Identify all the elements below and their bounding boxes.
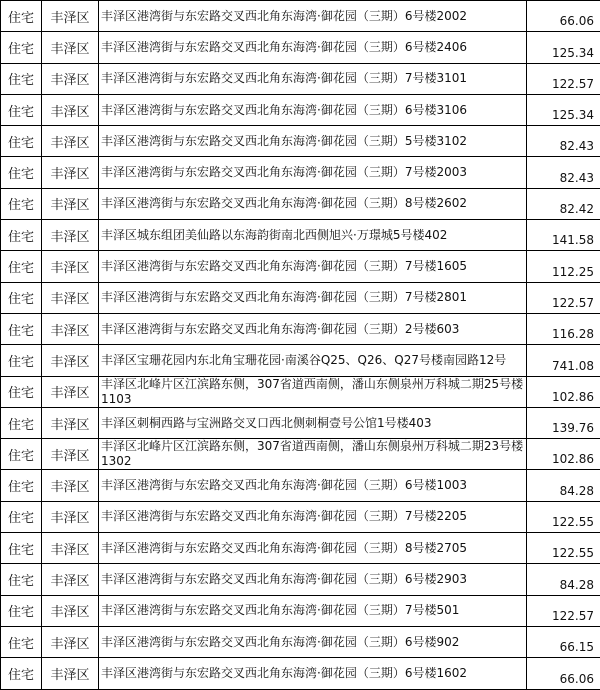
- area-cell: 84.28: [527, 470, 600, 501]
- table-row: [1, 157, 600, 188]
- area-cell: 122.55: [527, 533, 600, 564]
- area-cell: 84.28: [527, 564, 600, 595]
- property-type-cell: 住宅: [1, 533, 42, 564]
- district-cell: 丰泽区: [42, 126, 99, 157]
- area-cell: 122.57: [527, 63, 600, 94]
- table-row: [1, 251, 600, 282]
- address-cell: 丰泽区城东组团美仙路以东海韵街南北西侧旭兴·万璟城5号楼402: [99, 220, 527, 251]
- district-cell: 丰泽区: [42, 345, 99, 376]
- table-row: [1, 407, 600, 438]
- address-cell: 丰泽区港湾街与东宏路交叉西北角东海湾·御花园（三期）7号楼501: [99, 595, 527, 626]
- district-cell: 丰泽区: [42, 407, 99, 438]
- district-cell: 丰泽区: [42, 470, 99, 501]
- property-type-cell: 住宅: [1, 595, 42, 626]
- area-cell: 66.15: [527, 626, 600, 657]
- district-cell: 丰泽区: [42, 63, 99, 94]
- table-row: [1, 376, 600, 407]
- property-type-cell: 住宅: [1, 470, 42, 501]
- address-cell: 丰泽区港湾街与东宏路交叉西北角东海湾·御花园（三期）6号楼1602: [99, 658, 527, 689]
- table-row: [1, 188, 600, 219]
- table-row: [1, 1, 600, 32]
- area-cell: 122.57: [527, 282, 600, 313]
- address-cell: 丰泽区宝珊花园内东北角宝珊花园·南溪谷Q25、Q26、Q27号楼南园路12号: [99, 345, 527, 376]
- table-row: [1, 658, 600, 689]
- table-row: [1, 595, 600, 626]
- property-type-cell: 住宅: [1, 501, 42, 532]
- table-row: [1, 94, 600, 125]
- address-cell: 丰泽区港湾街与东宏路交叉西北角东海湾·御花园（三期）5号楼3102: [99, 126, 527, 157]
- area-cell: 122.57: [527, 595, 600, 626]
- table-row: [1, 626, 600, 657]
- district-cell: 丰泽区: [42, 626, 99, 657]
- property-type-cell: 住宅: [1, 407, 42, 438]
- property-type-cell: 住宅: [1, 376, 42, 407]
- property-type-cell: 住宅: [1, 188, 42, 219]
- table-row: [1, 63, 600, 94]
- table-row: [1, 564, 600, 595]
- address-cell: 丰泽区港湾街与东宏路交叉西北角东海湾·御花园（三期）8号楼2705: [99, 533, 527, 564]
- district-cell: 丰泽区: [42, 564, 99, 595]
- district-cell: 丰泽区: [42, 658, 99, 689]
- property-type-cell: 住宅: [1, 282, 42, 313]
- address-cell: 丰泽区港湾街与东宏路交叉西北角东海湾·御花园（三期）6号楼2002: [99, 1, 527, 32]
- property-type-cell: 住宅: [1, 220, 42, 251]
- district-cell: 丰泽区: [42, 501, 99, 532]
- property-type-cell: 住宅: [1, 1, 42, 32]
- district-cell: 丰泽区: [42, 376, 99, 407]
- property-type-cell: 住宅: [1, 63, 42, 94]
- area-cell: 66.06: [527, 658, 600, 689]
- property-type-cell: 住宅: [1, 94, 42, 125]
- district-cell: 丰泽区: [42, 188, 99, 219]
- property-type-cell: 住宅: [1, 439, 42, 470]
- address-cell: 丰泽区北峰片区江滨路东侧，307省道西南侧，潘山东侧泉州万科城二期23号楼1302: [99, 439, 527, 470]
- address-cell: 丰泽区北峰片区江滨路东侧，307省道西南侧，潘山东侧泉州万科城二期25号楼1103: [99, 376, 527, 407]
- address-cell: 丰泽区港湾街与东宏路交叉西北角东海湾·御花园（三期）6号楼902: [99, 626, 527, 657]
- property-type-cell: 住宅: [1, 251, 42, 282]
- district-cell: 丰泽区: [42, 533, 99, 564]
- address-cell: 丰泽区港湾街与东宏路交叉西北角东海湾·御花园（三期）8号楼2602: [99, 188, 527, 219]
- district-cell: 丰泽区: [42, 595, 99, 626]
- area-cell: 141.58: [527, 220, 600, 251]
- table-row: [1, 313, 600, 344]
- address-cell: 丰泽区港湾街与东宏路交叉西北角东海湾·御花园（三期）2号楼603: [99, 313, 527, 344]
- area-cell: 82.42: [527, 188, 600, 219]
- district-cell: 丰泽区: [42, 1, 99, 32]
- table-row: [1, 345, 600, 376]
- address-cell: 丰泽区港湾街与东宏路交叉西北角东海湾·御花园（三期）7号楼2205: [99, 501, 527, 532]
- area-cell: 82.43: [527, 157, 600, 188]
- address-cell: 丰泽区港湾街与东宏路交叉西北角东海湾·御花园（三期）7号楼2801: [99, 282, 527, 313]
- district-cell: 丰泽区: [42, 220, 99, 251]
- address-cell: 丰泽区港湾街与东宏路交叉西北角东海湾·御花园（三期）7号楼1605: [99, 251, 527, 282]
- district-cell: 丰泽区: [42, 94, 99, 125]
- table-row: [1, 282, 600, 313]
- property-type-cell: 住宅: [1, 313, 42, 344]
- address-cell: 丰泽区港湾街与东宏路交叉西北角东海湾·御花园（三期）6号楼2903: [99, 564, 527, 595]
- area-cell: 66.06: [527, 1, 600, 32]
- table-row: [1, 32, 600, 63]
- district-cell: 丰泽区: [42, 282, 99, 313]
- area-cell: 125.34: [527, 94, 600, 125]
- property-type-cell: 住宅: [1, 126, 42, 157]
- table-row: [1, 220, 600, 251]
- area-cell: 102.86: [527, 439, 600, 470]
- address-cell: 丰泽区刺桐西路与宝洲路交叉口西北侧刺桐壹号公馆1号楼403: [99, 407, 527, 438]
- area-cell: 741.08: [527, 345, 600, 376]
- address-cell: 丰泽区港湾街与东宏路交叉西北角东海湾·御花园（三期）7号楼3101: [99, 63, 527, 94]
- table-row: [1, 470, 600, 501]
- area-cell: 82.43: [527, 126, 600, 157]
- table-row: [1, 533, 600, 564]
- district-cell: 丰泽区: [42, 157, 99, 188]
- district-cell: 丰泽区: [42, 32, 99, 63]
- district-cell: 丰泽区: [42, 251, 99, 282]
- area-cell: 139.76: [527, 407, 600, 438]
- district-cell: 丰泽区: [42, 439, 99, 470]
- property-type-cell: 住宅: [1, 157, 42, 188]
- property-type-cell: 住宅: [1, 32, 42, 63]
- property-type-cell: 住宅: [1, 626, 42, 657]
- table-row: [1, 439, 600, 470]
- area-cell: 102.86: [527, 376, 600, 407]
- table-row: [1, 501, 600, 532]
- area-cell: 116.28: [527, 313, 600, 344]
- property-table-body: [1, 1, 600, 690]
- area-cell: 125.34: [527, 32, 600, 63]
- table-row: [1, 126, 600, 157]
- area-cell: 122.55: [527, 501, 600, 532]
- property-type-cell: 住宅: [1, 564, 42, 595]
- address-cell: 丰泽区港湾街与东宏路交叉西北角东海湾·御花园（三期）6号楼1003: [99, 470, 527, 501]
- address-cell: 丰泽区港湾街与东宏路交叉西北角东海湾·御花园（三期）6号楼2406: [99, 32, 527, 63]
- area-cell: 112.25: [527, 251, 600, 282]
- property-type-cell: 住宅: [1, 658, 42, 689]
- address-cell: 丰泽区港湾街与东宏路交叉西北角东海湾·御花园（三期）6号楼3106: [99, 94, 527, 125]
- property-type-cell: 住宅: [1, 345, 42, 376]
- address-cell: 丰泽区港湾街与东宏路交叉西北角东海湾·御花园（三期）7号楼2003: [99, 157, 527, 188]
- district-cell: 丰泽区: [42, 313, 99, 344]
